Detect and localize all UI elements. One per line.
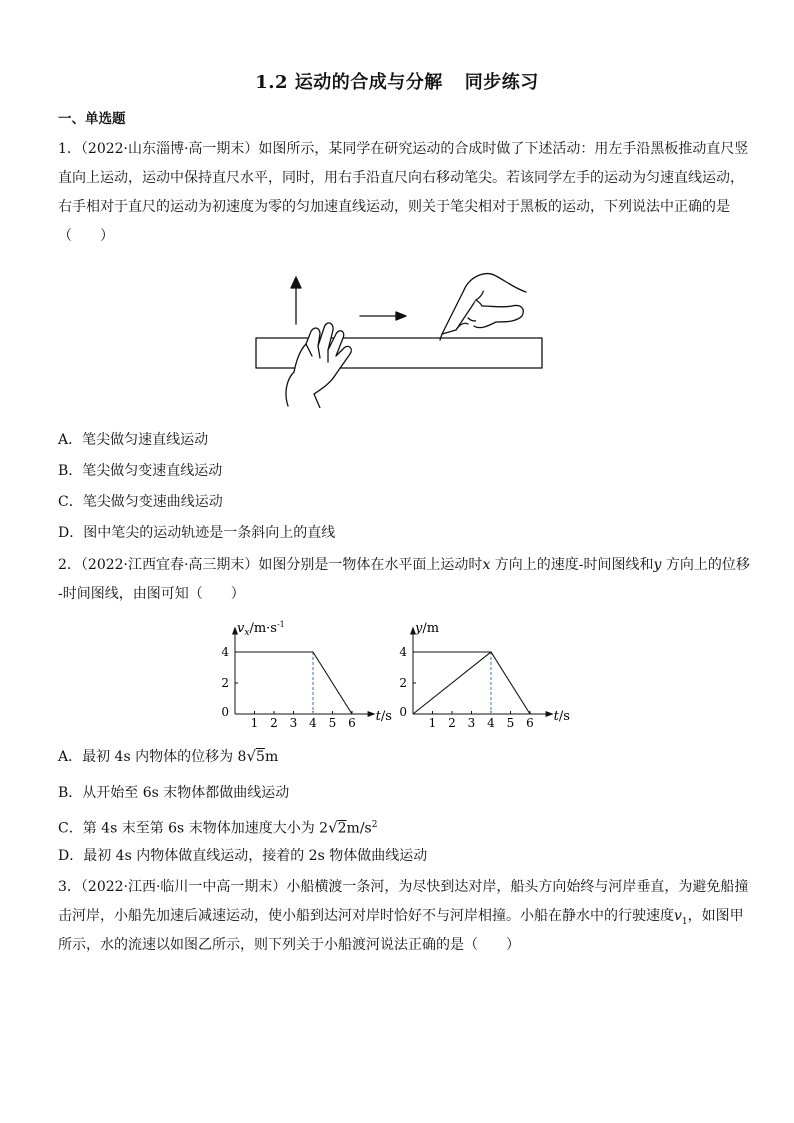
- title-number: 1.2: [255, 72, 289, 93]
- y-tick-label: 4: [399, 645, 407, 659]
- x-tick-label: 5: [328, 716, 337, 730]
- right-hand-pen-icon: [440, 274, 526, 340]
- left-hand-icon: [286, 323, 351, 408]
- y-tick-label: 0: [399, 705, 407, 719]
- y-tick-label: 0: [221, 705, 229, 719]
- x-tick-label: 5: [506, 716, 515, 730]
- question-2: [58, 551, 750, 609]
- q2-option-c-radicand: 2: [337, 820, 347, 837]
- title-text: 运动的合成与分解: [294, 72, 443, 93]
- x-tick-label: 3: [467, 716, 476, 730]
- up-arrow-icon: [291, 277, 301, 324]
- x-tick-label: 6: [526, 716, 534, 730]
- q2-line-2: -时间图线，由图可知（ ）: [58, 586, 245, 602]
- series-line: [413, 652, 530, 714]
- x-tick-label: 2: [448, 716, 456, 730]
- q3-line-3: 所示，水的流速以如图乙所示，则下列关于小船渡河说法正确的是（ ）: [58, 937, 520, 953]
- q3-line-2-text: 击河岸，小船先加速后减速运动，使小船到达河对岸时恰好不与河岸相撞。小船在静水中的行驶速度: [58, 908, 674, 924]
- q2-option-a-unit: m: [264, 749, 279, 765]
- x-tick-label: 4: [487, 716, 495, 730]
- q2-option-a[interactable]: A．最初 4s 内物体的位移为 8√5m: [58, 747, 279, 765]
- x-axis-label: t/s: [375, 709, 392, 724]
- question-1: [58, 135, 749, 251]
- q2-option-a-radicand: 5: [256, 749, 265, 765]
- x-axis-label: t/s: [553, 709, 570, 724]
- y-axis-label: $v_x/m\cdot s^{-1}$: [237, 620, 285, 638]
- ruler-pen-figure: [250, 264, 550, 408]
- title-suffix: 同步练习: [464, 72, 539, 93]
- series-line: [235, 652, 352, 714]
- q3-line-2: [58, 902, 744, 931]
- q3-var-v: v: [674, 908, 682, 924]
- x-tick-label: 6: [348, 716, 356, 730]
- q2-option-c-unit: m/s: [346, 820, 372, 837]
- q2-var-x: x: [482, 557, 491, 573]
- q2-option-c[interactable]: C．第 4s 末至第 6s 末物体加速度大小为 $2√2m/s^2$: [58, 818, 378, 837]
- q1-option-a[interactable]: A．笔尖做匀速直线运动: [58, 432, 209, 448]
- q2-line-1-part-b: 方向上的速度-时间图线和: [494, 557, 654, 573]
- page-title: [0, 68, 794, 94]
- right-arrow-icon: [360, 312, 406, 320]
- q1-line-1: 1．（2022·山东淄博·高一期末）如图所示，某同学在研究运动的合成时做了下述活动：用左手沿黑板推动直尺竖: [58, 141, 749, 157]
- x-tick-label: 3: [289, 716, 298, 730]
- vx-t-chart: [205, 618, 405, 730]
- y-t-chart: [383, 618, 583, 730]
- x-tick-label: 1: [250, 716, 259, 730]
- q2-option-c-text: C．第 4s 末至第 6s 末物体加速度大小为 2: [58, 820, 329, 837]
- q3-line-2-end: ，如图甲: [687, 908, 744, 924]
- q1-line-4: （ ）: [58, 228, 114, 244]
- y-tick-label: 2: [399, 676, 407, 690]
- y-axis-label: y/m: [415, 621, 440, 636]
- q2-option-c-exponent: 2: [371, 820, 378, 830]
- q3-var-v-sub: 1: [681, 916, 688, 927]
- x-axis-arrow: [546, 711, 554, 717]
- section-heading: 一、单选题: [58, 111, 126, 127]
- y-tick-label: 4: [221, 645, 229, 659]
- x-tick-label: 1: [428, 716, 437, 730]
- q1-option-b[interactable]: B．笔尖做匀变速直线运动: [58, 463, 223, 479]
- q2-option-d[interactable]: D．最初 4s 内物体做直线运动，接着的 2s 物体做曲线运动: [58, 848, 428, 864]
- q1-line-3: 右手相对于直尺的运动为初速度为零的匀加速直线运动，则关于笔尖相对于黑板的运动，下列说法中正确的是: [58, 199, 730, 215]
- q2-line-1-part-c: 方向上的位移: [665, 557, 750, 573]
- x-tick-label: 4: [309, 716, 317, 730]
- q2-var-y: y: [653, 557, 662, 573]
- q3-line-1: 3．（2022·江西·临川一中高一期末）小船横渡一条河，为尽快到达对岸，船头方向始终与河岸垂直，为避免船撞: [58, 879, 749, 895]
- y-tick-label: 2: [221, 676, 229, 690]
- x-tick-label: 2: [270, 716, 278, 730]
- x-axis-arrow: [368, 711, 376, 717]
- q2-option-b[interactable]: B．从开始至 6s 末物体都做曲线运动: [58, 785, 290, 801]
- q1-option-c[interactable]: C．笔尖做匀变速曲线运动: [58, 494, 223, 510]
- question-3: [58, 873, 749, 960]
- q2-line-1: [58, 551, 750, 580]
- q2-option-a-text: A．最初 4s 内物体的位移为 8: [58, 749, 247, 765]
- q1-option-d[interactable]: D．图中笔尖的运动轨迹是一条斜向上的直线: [58, 525, 336, 541]
- q2-line-1-part-a: 2．（2022·江西宜春·高三期末）如图分别是一物体在水平面上运动时: [58, 557, 483, 573]
- q1-line-2: 直向上运动，运动中保持直尺水平，同时，用右手沿直尺向右移动笔尖。若该同学左手的运动为匀速直线运动，: [58, 170, 744, 186]
